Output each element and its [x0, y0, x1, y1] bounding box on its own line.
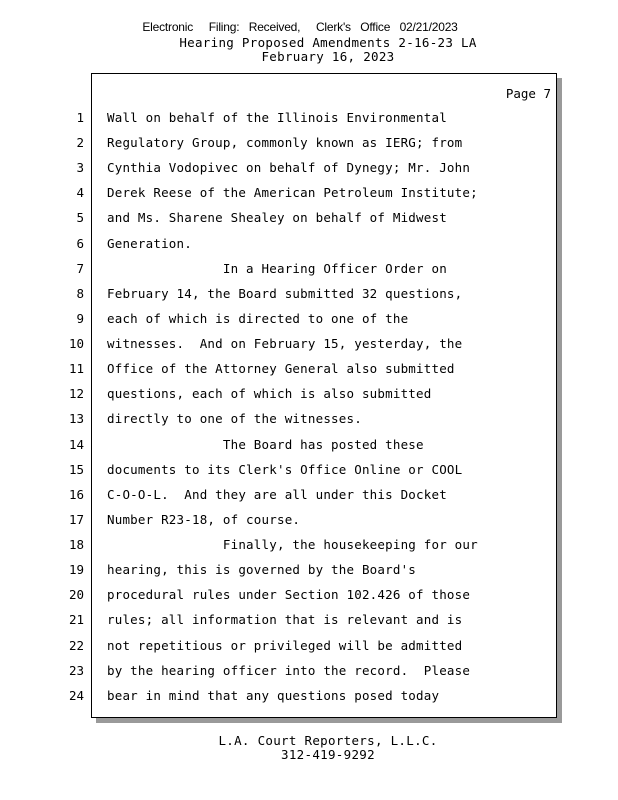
line-text: and Ms. Sharene Shealey on behalf of Midwest: [107, 210, 447, 225]
line-text: questions, each of which is also submitted: [107, 386, 432, 401]
line-text: Number R23-18, of course.: [107, 512, 301, 527]
line-number: 23: [68, 663, 84, 678]
line-text: Cynthia Vodopivec on behalf of Dynegy; Mr. John: [107, 160, 471, 175]
line-text: procedural rules under Section 102.426 of those: [107, 587, 471, 602]
line-number: 3: [76, 160, 84, 175]
line-text: The Board has posted these: [107, 437, 424, 452]
line-number: 17: [68, 512, 84, 527]
line-number: 21: [68, 612, 84, 627]
line-text: witnesses. And on February 15, yesterday, the: [107, 336, 463, 351]
line-number: 12: [68, 386, 84, 401]
line-number: 15: [68, 462, 84, 477]
line-text: by the hearing officer into the record. Please: [107, 663, 471, 678]
line-number: 1: [76, 110, 84, 125]
line-text: not repetitious or privileged will be admitted: [107, 638, 463, 653]
footer-company: L.A. Court Reporters, L.L.C.: [218, 733, 438, 748]
line-number: 4: [76, 185, 84, 200]
line-number: 7: [76, 261, 84, 276]
line-number: 2: [76, 135, 84, 150]
line-text: documents to its Clerk's Office Online or COOL: [107, 462, 463, 477]
line-text: Derek Reese of the American Petroleum Institute;: [107, 185, 478, 200]
electronic-filing-stamp: Electronic Filing: Received, Clerk's Office 02/21/2023: [142, 20, 458, 34]
line-text: February 14, the Board submitted 32 questions,: [107, 286, 463, 301]
line-number: 13: [68, 411, 84, 426]
line-number: 18: [68, 537, 84, 552]
line-text: hearing, this is governed by the Board's: [107, 562, 417, 577]
line-text: Office of the Attorney General also submitted: [107, 361, 455, 376]
line-number: 10: [68, 336, 84, 351]
line-number: 5: [76, 210, 84, 225]
line-text: Regulatory Group, commonly known as IERG; from: [107, 135, 463, 150]
page-number: Page 7: [505, 86, 551, 101]
line-number: 20: [68, 587, 84, 602]
line-number: 24: [68, 688, 84, 703]
line-number: 9: [76, 311, 84, 326]
line-text: bear in mind that any questions posed today: [107, 688, 440, 703]
line-text: In a Hearing Officer Order on: [107, 261, 447, 276]
line-number: 11: [68, 361, 84, 376]
line-number: 6: [76, 236, 84, 251]
document-date: February 16, 2023: [261, 49, 395, 64]
line-text: Wall on behalf of the Illinois Environmental: [107, 110, 447, 125]
line-text: rules; all information that is relevant and is: [107, 612, 463, 627]
line-text: each of which is directed to one of the: [107, 311, 409, 326]
line-number: 14: [68, 437, 84, 452]
line-text: Generation.: [107, 236, 192, 251]
line-number: 16: [68, 487, 84, 502]
line-text: C-O-O-L. And they are all under this Docket: [107, 487, 447, 502]
line-text: Finally, the housekeeping for our: [107, 537, 478, 552]
line-number: 19: [68, 562, 84, 577]
document-title: Hearing Proposed Amendments 2-16-23 LA: [179, 35, 477, 50]
line-number: 22: [68, 638, 84, 653]
line-text: directly to one of the witnesses.: [107, 411, 362, 426]
footer-phone: 312-419-9292: [281, 747, 375, 762]
line-number: 8: [76, 286, 84, 301]
